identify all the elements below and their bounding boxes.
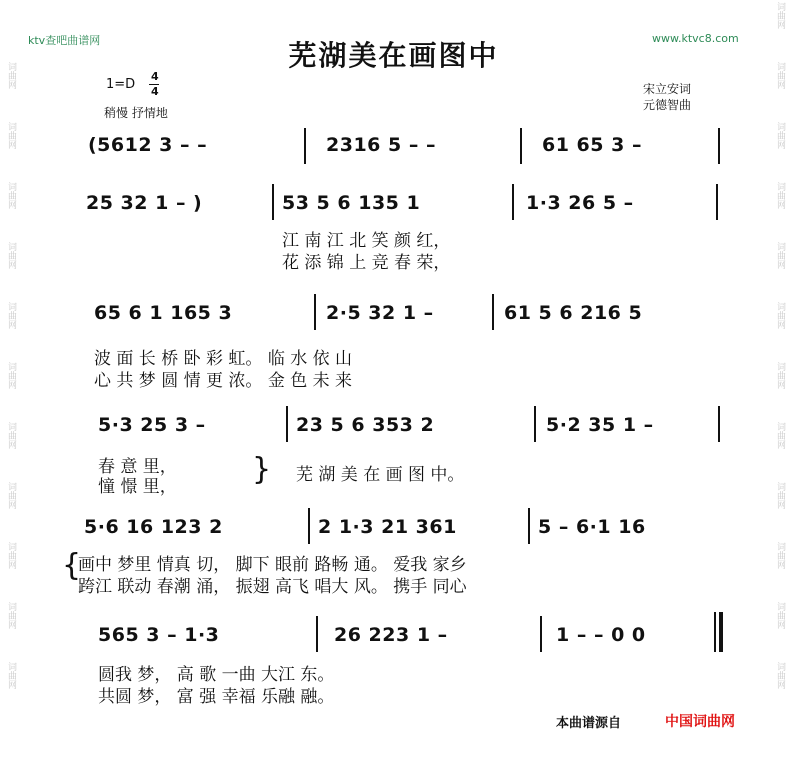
lyricist-credit: 宋立安词 bbox=[643, 82, 692, 96]
song-title: 芜湖美在画图中 bbox=[288, 39, 499, 72]
tempo-marking: 稍慢 抒情地 bbox=[104, 106, 168, 120]
watermark-left-1: 词曲网 bbox=[6, 62, 16, 89]
barline bbox=[286, 406, 288, 442]
watermark-left-5: 词曲网 bbox=[6, 302, 16, 329]
system6-lyrics-verse1: 圆我 梦， 高 歌 一曲 大江 东。 bbox=[98, 665, 335, 685]
barline bbox=[272, 184, 274, 220]
watermark-left-2: 词曲网 bbox=[6, 122, 16, 149]
watermark-left-7: 词曲网 bbox=[6, 422, 16, 449]
verse-brace-left: { bbox=[62, 548, 82, 583]
verse-brace: } bbox=[252, 452, 272, 487]
watermark-right-1: 词曲网 bbox=[775, 2, 785, 29]
barline bbox=[492, 294, 494, 330]
watermark-right-3: 词曲网 bbox=[775, 122, 785, 149]
system3-measure-group-3: 61 5 6 216 5 bbox=[504, 302, 643, 324]
barline bbox=[314, 294, 316, 330]
final-barline-thick bbox=[719, 612, 723, 652]
watermark-left-3: 词曲网 bbox=[6, 182, 16, 209]
system2-lyrics-verse2: 花 添 锦 上 竞 春 荣， bbox=[282, 253, 451, 273]
barline bbox=[528, 508, 530, 544]
watermark-right-5: 词曲网 bbox=[775, 242, 785, 269]
system4-lyrics-verse2: 憧 憬 里， bbox=[98, 477, 177, 497]
time-signature-top: 4 bbox=[151, 70, 159, 83]
system4-lyrics-chorus: 芜 湖 美 在 画 图 中。 bbox=[296, 465, 465, 485]
watermark-right-8: 词曲网 bbox=[775, 422, 785, 449]
time-signature-bottom: 4 bbox=[151, 85, 159, 98]
watermark-left-10: 词曲网 bbox=[6, 602, 16, 629]
watermark-left-4: 词曲网 bbox=[6, 242, 16, 269]
system5-measure-group-1: 5·6 16 123 2 bbox=[84, 516, 223, 538]
watermark-right-11: 词曲网 bbox=[775, 602, 785, 629]
system6-measure-group-3: 1 – – 0 0 bbox=[556, 624, 646, 646]
site-url-right[interactable]: www.ktvc8.com bbox=[652, 32, 739, 45]
system3-lyrics-verse1: 波 面 长 桥 卧 彩 虹。 临 水 依 山 bbox=[94, 349, 353, 369]
composer-credit: 元德智曲 bbox=[643, 98, 692, 112]
system4-measure-group-2: 23 5 6 353 2 bbox=[296, 414, 435, 436]
barline bbox=[534, 406, 536, 442]
watermark-right-7: 词曲网 bbox=[775, 362, 785, 389]
watermark-right-6: 词曲网 bbox=[775, 302, 785, 329]
watermark-left-6: 词曲网 bbox=[6, 362, 16, 389]
system3-measure-group-2: 2·5 32 1 – bbox=[326, 302, 434, 324]
system5-lyrics-verse1: 画中 梦里 情真 切， 脚下 眼前 路畅 通。 爱我 家乡 bbox=[78, 555, 467, 575]
system6-measure-group-2: 26 223 1 – bbox=[334, 624, 448, 646]
site-name-left[interactable]: ktv查吧曲谱网 bbox=[28, 34, 101, 47]
system5-lyrics-verse2: 跨江 联动 春潮 涌， 振翅 高飞 唱大 风。 携手 同心 bbox=[78, 577, 467, 597]
system6-measure-group-1: 565 3 – 1·3 bbox=[98, 624, 220, 646]
barline bbox=[304, 128, 306, 164]
barline bbox=[520, 128, 522, 164]
watermark-right-2: 词曲网 bbox=[775, 62, 785, 89]
system5-measure-group-3: 5 – 6·1 16 bbox=[538, 516, 646, 538]
system2-lyrics-verse1: 江 南 江 北 笑 颜 红， bbox=[282, 231, 451, 251]
barline bbox=[718, 128, 720, 164]
watermark-left-8: 词曲网 bbox=[6, 482, 16, 509]
system4-lyrics-verse1: 春 意 里， bbox=[98, 457, 177, 477]
key-signature: 1=D bbox=[106, 77, 136, 92]
footer-source-label: 本曲谱源自 bbox=[556, 716, 622, 731]
watermark-right-4: 词曲网 bbox=[775, 182, 785, 209]
footer-brand-link[interactable]: 中国词曲网 bbox=[665, 714, 735, 730]
barline bbox=[540, 616, 542, 652]
watermark-right-9: 词曲网 bbox=[775, 482, 785, 509]
system1-measure-group-3: 61 65 3 – bbox=[542, 134, 642, 156]
system3-lyrics-verse2: 心 共 梦 圆 情 更 浓。 金 色 未 来 bbox=[94, 371, 353, 391]
system2-measure-group-3: 1·3 26 5 – bbox=[526, 192, 634, 214]
watermark-left-9: 词曲网 bbox=[6, 542, 16, 569]
barline bbox=[512, 184, 514, 220]
barline bbox=[316, 616, 318, 652]
watermark-right-12: 词曲网 bbox=[775, 662, 785, 689]
final-barline-thin bbox=[714, 612, 716, 652]
watermark-right-10: 词曲网 bbox=[775, 542, 785, 569]
system2-measure-group-2: 53 5 6 135 1 bbox=[282, 192, 421, 214]
barline bbox=[718, 406, 720, 442]
system6-lyrics-verse2: 共圆 梦， 富 强 幸福 乐融 融。 bbox=[98, 687, 335, 707]
system4-measure-group-1: 5·3 25 3 – bbox=[98, 414, 206, 436]
system1-measure-group-2: 2316 5 – – bbox=[326, 134, 436, 156]
system4-measure-group-3: 5·2 35 1 – bbox=[546, 414, 654, 436]
barline bbox=[716, 184, 718, 220]
system3-measure-group-1: 65 6 1 165 3 bbox=[94, 302, 233, 324]
system2-measure-group-1: 25 32 1 – ) bbox=[86, 192, 203, 214]
system1-measure-group-1: (5612 3 – – bbox=[88, 134, 208, 156]
watermark-left-11: 词曲网 bbox=[6, 662, 16, 689]
barline bbox=[308, 508, 310, 544]
system5-measure-group-2: 2 1·3 21 361 bbox=[318, 516, 457, 538]
